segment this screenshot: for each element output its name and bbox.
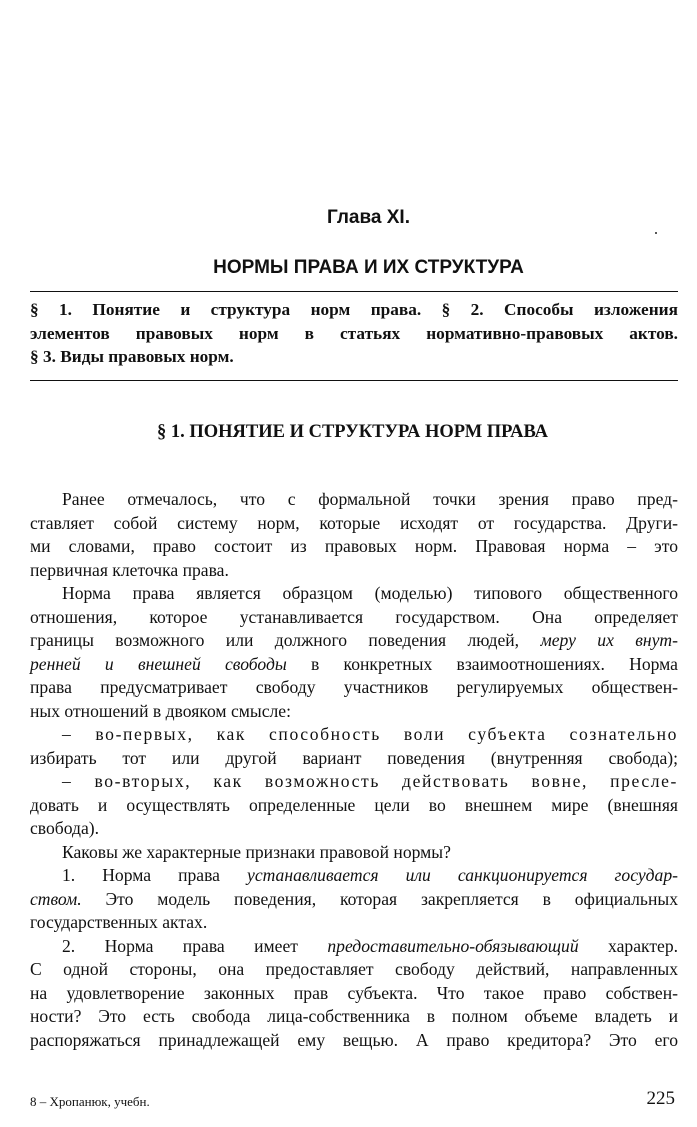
text-line: 1. Норма права устанавливается или санкционируется государ- — [62, 865, 679, 885]
speck — [655, 232, 657, 234]
summary-top-rule — [30, 291, 678, 292]
summary-bottom-rule — [30, 380, 678, 381]
text-line: ности? Это есть свобода лица-собственника в полном объеме владеть и — [30, 1006, 678, 1026]
text-line: Норма права является образцом (моделью) типового общественного — [62, 583, 678, 603]
chapter-title: НОРМЫ ПРАВА И ИХ СТРУКТУРА — [213, 257, 524, 278]
text-line: ных отношений в двояком смысле: — [30, 700, 291, 721]
footer-signature: 8 – Хропанюк, учебн. — [30, 1094, 150, 1109]
text-line: – во-первых, как способность воли субъекта сознательно — [62, 724, 678, 744]
text-line: государственных актах. — [30, 912, 208, 932]
text-line: довать и осуществлять определенные цели во внешнем мире (внешняя — [30, 794, 678, 815]
text-line: ренней и внешней свободы в конкретных взаимоотношениях. Норма — [30, 653, 678, 674]
text-line: Ранее отмечалось, что с формальной точки зрения право пред- — [62, 489, 678, 509]
text-line: Каковы же характерные признаки правовой нормы? — [62, 841, 451, 862]
text-line: на удовлетворение законных прав субъекта. Что такое право собствен- — [30, 982, 678, 1003]
text-line: свобода). — [30, 818, 100, 838]
page-number: 225 — [646, 1088, 675, 1109]
text-line: распоряжаться принадлежащей ему вещью. А право кредитора? Это его — [30, 1029, 678, 1050]
text-line: ми словами, право состоит из правовых норм. Правовая норма – это — [30, 536, 678, 556]
text-line: отношения, которое устанавливается государством. Она определяет — [30, 606, 678, 627]
text-line: С одной стороны, она предоставляет свободу действий, направленных — [30, 959, 678, 979]
summary-line: § 1. Понятие и структура норм права. § 2. Способы изложения — [30, 300, 678, 319]
body-text — [30, 488, 678, 1052]
text-line: избирать тот или другой вариант поведения (внутренняя свобода); — [30, 747, 678, 768]
text-line: права предусматривает свободу участников регулируемых обществен- — [30, 677, 678, 697]
text-line: ставляет собой систему норм, которые исходят от государства. Други- — [30, 512, 678, 533]
text-line: 2. Норма права имеет предоставительно-обязывающий характер. — [62, 935, 679, 956]
text-line: первичная клеточка права. — [30, 559, 229, 580]
chapter-number: Глава XI. — [327, 207, 410, 228]
summary-line: § 3. Виды правовых норм. — [30, 347, 234, 366]
text-line: границы возможного или должного поведения людей, меру их внут- — [30, 630, 678, 650]
section-heading: § 1. ПОНЯТИЕ И СТРУКТУРА НОРМ ПРАВА — [156, 422, 548, 442]
text-line: ством. Это модель поведения, которая закрепляется в официальных — [30, 888, 678, 909]
chapter-summary — [30, 298, 678, 369]
summary-line: элементов правовых норм в статьях нормативно-правовых актов. — [30, 323, 678, 343]
text-line: – во-вторых, как возможность действовать вовне, пресле- — [62, 771, 678, 791]
